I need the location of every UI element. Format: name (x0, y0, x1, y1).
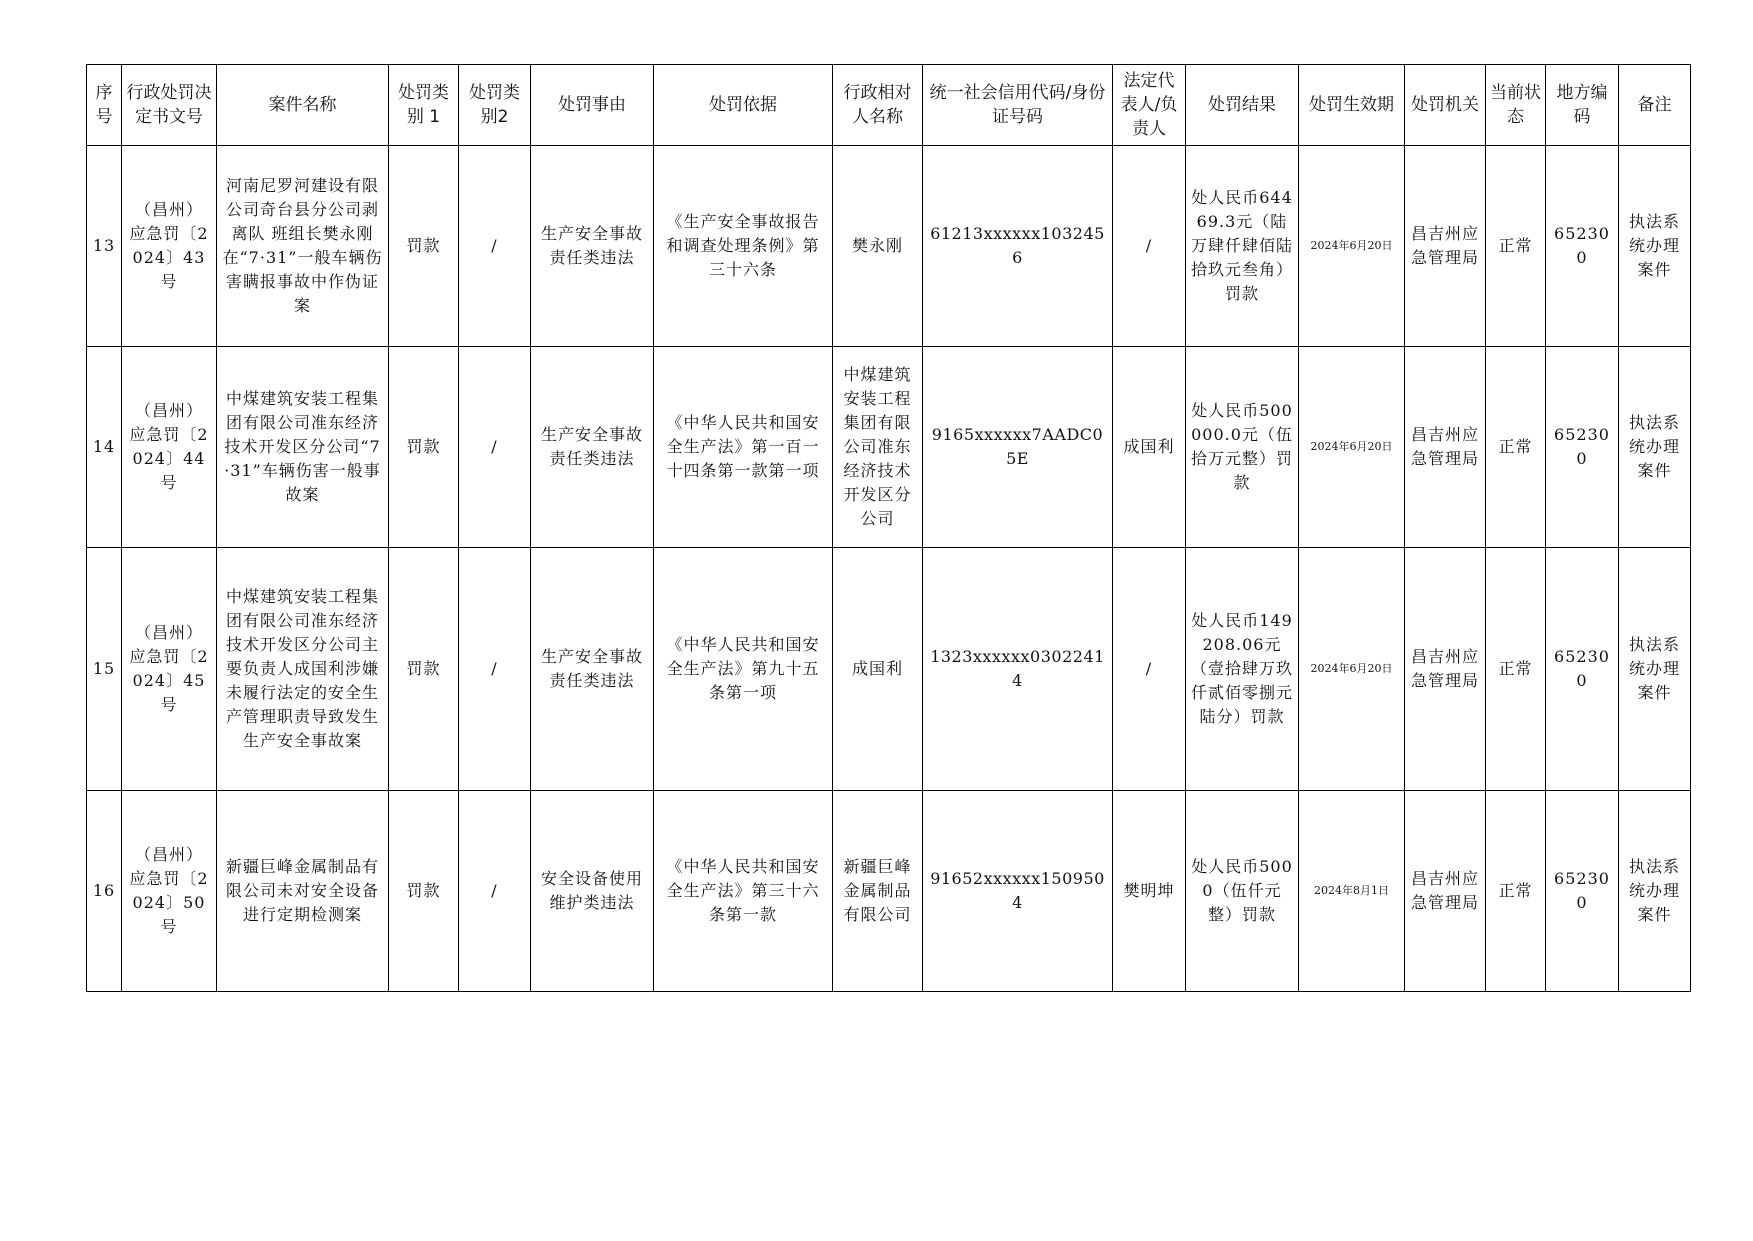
cell-authority: 昌吉州应急管理局 (1405, 146, 1486, 347)
header-case-name: 案件名称 (217, 65, 389, 146)
cell-region-code: 652300 (1546, 791, 1619, 992)
cell-basis: 《中华人民共和国安全生产法》第一百一十四条第一款第一项 (654, 347, 833, 548)
cell-case-name: 河南尼罗河建设有限公司奇台县分公司剥离队 班组长樊永刚在“7·31”一般车辆伤害瞒报事故中作伪证案 (217, 146, 389, 347)
cell-status: 正常 (1486, 347, 1546, 548)
header-basis: 处罚依据 (654, 65, 833, 146)
cell-seq: 13 (87, 146, 122, 347)
header-category1: 处罚类别 1 (389, 65, 459, 146)
cell-case-name: 新疆巨峰金属制品有限公司未对安全设备进行定期检测案 (217, 791, 389, 992)
cell-category2: / (459, 791, 531, 992)
cell-credit-code: 61213xxxxxx1032456 (923, 146, 1113, 347)
header-row (87, 65, 1691, 146)
cell-effective-date: 2024年6月20日 (1299, 347, 1405, 548)
header-status: 当前状态 (1486, 65, 1546, 146)
header-party-name: 行政相对人名称 (833, 65, 923, 146)
header-authority: 处罚机关 (1405, 65, 1486, 146)
cell-doc-no: （昌州）应急罚〔2024〕43号 (122, 146, 217, 347)
cell-category2: / (459, 347, 531, 548)
cell-effective-date: 2024年6月20日 (1299, 548, 1405, 791)
cell-party-name: 成国利 (833, 548, 923, 791)
cell-legal-rep: 成国利 (1113, 347, 1186, 548)
cell-legal-rep: / (1113, 548, 1186, 791)
table-row (87, 347, 1691, 548)
cell-legal-rep: 樊明坤 (1113, 791, 1186, 992)
cell-party-name: 樊永刚 (833, 146, 923, 347)
cell-reason: 安全设备使用维护类违法 (531, 791, 654, 992)
cell-credit-code: 1323xxxxxx03022414 (923, 548, 1113, 791)
header-doc-no: 行政处罚决定书文号 (122, 65, 217, 146)
cell-result: 处人民币5000（伍仟元整）罚款 (1186, 791, 1299, 992)
cell-seq: 16 (87, 791, 122, 992)
cell-status: 正常 (1486, 548, 1546, 791)
cell-region-code: 652300 (1546, 146, 1619, 347)
cell-seq: 14 (87, 347, 122, 548)
header-region-code: 地方编码 (1546, 65, 1619, 146)
cell-party-name: 中煤建筑安装工程集团有限公司准东经济技术开发区分公司 (833, 347, 923, 548)
cell-region-code: 652300 (1546, 548, 1619, 791)
cell-reason: 生产安全事故责任类违法 (531, 548, 654, 791)
header-seq: 序号 (87, 65, 122, 146)
cell-result: 处人民币149208.06元（壹拾肆万玖仟贰佰零捌元陆分）罚款 (1186, 548, 1299, 791)
header-remark: 备注 (1619, 65, 1691, 146)
table-row (87, 548, 1691, 791)
cell-basis: 《中华人民共和国安全生产法》第九十五条第一项 (654, 548, 833, 791)
cell-authority: 昌吉州应急管理局 (1405, 791, 1486, 992)
cell-result: 处人民币64469.3元（陆万肆仟肆佰陆拾玖元叁角）罚款 (1186, 146, 1299, 347)
cell-category1: 罚款 (389, 347, 459, 548)
header-category2: 处罚类别2 (459, 65, 531, 146)
table-row (87, 146, 1691, 347)
cell-remark: 执法系统办理案件 (1619, 347, 1691, 548)
cell-region-code: 652300 (1546, 347, 1619, 548)
cell-category2: / (459, 146, 531, 347)
cell-basis: 《生产安全事故报告和调查处理条例》第三十六条 (654, 146, 833, 347)
cell-doc-no: （昌州）应急罚〔2024〕45号 (122, 548, 217, 791)
cell-category2: / (459, 548, 531, 791)
cell-status: 正常 (1486, 146, 1546, 347)
cell-reason: 生产安全事故责任类违法 (531, 347, 654, 548)
cell-credit-code: 91652xxxxxx1509504 (923, 791, 1113, 992)
cell-remark: 执法系统办理案件 (1619, 548, 1691, 791)
header-credit-code: 统一社会信用代码/身份证号码 (923, 65, 1113, 146)
cell-effective-date: 2024年6月20日 (1299, 146, 1405, 347)
header-result: 处罚结果 (1186, 65, 1299, 146)
cell-doc-no: （昌州）应急罚〔2024〕50号 (122, 791, 217, 992)
header-effective-date: 处罚生效期 (1299, 65, 1405, 146)
table-row (87, 791, 1691, 992)
cell-category1: 罚款 (389, 548, 459, 791)
cell-basis: 《中华人民共和国安全生产法》第三十六条第一款 (654, 791, 833, 992)
cell-doc-no: （昌州）应急罚〔2024〕44号 (122, 347, 217, 548)
cell-seq: 15 (87, 548, 122, 791)
cell-category1: 罚款 (389, 791, 459, 992)
cell-legal-rep: / (1113, 146, 1186, 347)
cell-case-name: 中煤建筑安装工程集团有限公司准东经济技术开发区分公司主要负责人成国利涉嫌未履行法定的安全生产管理职责导致发生生产安全事故案 (217, 548, 389, 791)
cell-category1: 罚款 (389, 146, 459, 347)
header-legal-rep: 法定代表人/负责人 (1113, 65, 1186, 146)
cell-remark: 执法系统办理案件 (1619, 791, 1691, 992)
cell-status: 正常 (1486, 791, 1546, 992)
cell-remark: 执法系统办理案件 (1619, 146, 1691, 347)
cell-authority: 昌吉州应急管理局 (1405, 548, 1486, 791)
cell-credit-code: 9165xxxxxx7AADC05E (923, 347, 1113, 548)
cell-result: 处人民币500000.0元（伍拾万元整）罚款 (1186, 347, 1299, 548)
cell-effective-date: 2024年8月1日 (1299, 791, 1405, 992)
cell-reason: 生产安全事故责任类违法 (531, 146, 654, 347)
cell-authority: 昌吉州应急管理局 (1405, 347, 1486, 548)
penalty-table (86, 64, 1691, 992)
cell-case-name: 中煤建筑安装工程集团有限公司准东经济技术开发区分公司“7·31”车辆伤害一般事故案 (217, 347, 389, 548)
header-reason: 处罚事由 (531, 65, 654, 146)
cell-party-name: 新疆巨峰金属制品有限公司 (833, 791, 923, 992)
